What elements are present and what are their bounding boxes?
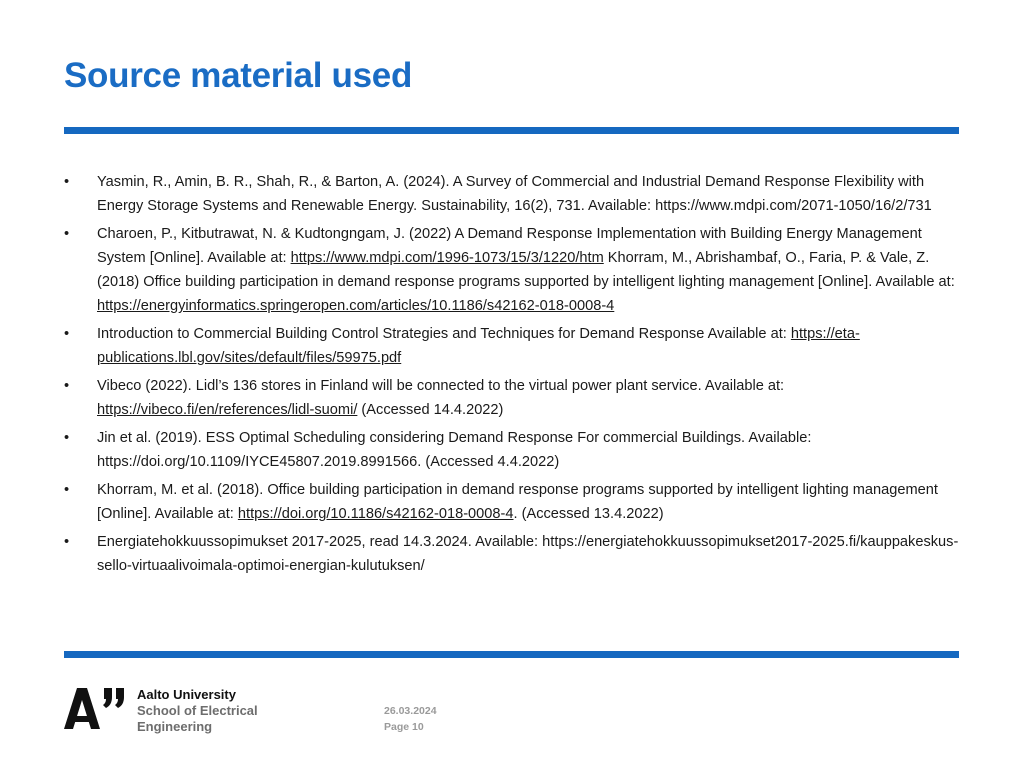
bullet-icon: • xyxy=(64,326,70,342)
reference-text: Energiatehokkuussopimukset 2017-2025, read 14.3.2024. Available: https://energiatehokkuussopimukset2017-2025.fi/kauppakeskus-sello-virtuaalivoimala-optimoi-energian-kulutuksen/ xyxy=(97,534,959,574)
reference-link[interactable]: https://vibeco.fi/en/references/lidl-suomi/ xyxy=(97,402,358,418)
slide-date: 26.03.2024 xyxy=(384,705,437,717)
reference-item xyxy=(64,426,959,474)
reference-text: Vibeco (2022). Lidl’s 136 stores in Finland will be connected to the virtual power plant service. Available at: xyxy=(97,378,785,394)
reference-text: Khorram, M., Abrishambaf, O., Faria, P. & Vale, Z. (2018) Office building participation in demand response programs supported by intelligent lighting management [Online]. Available at: xyxy=(97,250,955,290)
logo-school: School of Electrical xyxy=(137,703,258,718)
reference-text: . (Accessed 13.4.2022) xyxy=(513,506,664,522)
reference-text: Charoen, P., Kitbutrawat, N. & Kudtongngam, J. (2022) A Demand Response Implementation with Building Energy Management System [Online]. Available at: xyxy=(97,226,922,266)
bullet-icon: • xyxy=(64,430,70,446)
reference-link[interactable]: https://energyinformatics.springeropen.com/articles/10.1186/s42162-018-0008-4 xyxy=(97,298,615,314)
reference-item xyxy=(64,222,959,318)
header-divider xyxy=(64,127,959,134)
reference-link[interactable]: https://www.mdpi.com/1996-1073/15/3/1220/htm xyxy=(290,250,604,266)
slide-meta xyxy=(384,703,437,735)
reference-link[interactable]: https://doi.org/10.1186/s42162-018-0008-4 xyxy=(237,506,514,522)
reference-item xyxy=(64,374,959,422)
aalto-logo-icon xyxy=(64,688,128,730)
reference-text: Introduction to Commercial Building Control Strategies and Techniques for Demand Response Available at: xyxy=(97,326,791,342)
reference-text: Yasmin, R., Amin, B. R., Shah, R., & Barton, A. (2024). A Survey of Commercial and Industrial Demand Response Flexibility with Energy Storage Systems and Renewable Energy. Sustainability, 16(2), 731. Available: https://www.mdpi.com/2071-1050/16/2/731 xyxy=(97,174,932,214)
page-title: Source material used xyxy=(64,56,413,95)
reference-item xyxy=(64,170,959,218)
bullet-icon: • xyxy=(64,174,70,190)
footer-divider xyxy=(64,651,959,658)
reference-text: Jin et al. (2019). ESS Optimal Scheduling considering Demand Response For commercial Buildings. Available: https://doi.org/10.1109/IYCE45807.2019.8991566. (Accessed 4.4.2022) xyxy=(97,430,812,470)
bullet-icon: • xyxy=(64,482,70,498)
reference-text: Khorram, M. et al. (2018). Office building participation in demand response programs supported by intelligent lighting management [Online]. Available at: xyxy=(97,482,938,522)
reference-item xyxy=(64,478,959,526)
logo-university: Aalto University xyxy=(137,687,236,702)
bullet-icon: • xyxy=(64,378,70,394)
institution-name xyxy=(137,687,258,735)
bullet-icon: • xyxy=(64,534,70,550)
reference-list xyxy=(64,170,959,582)
bullet-icon: • xyxy=(64,226,70,242)
reference-item xyxy=(64,530,959,578)
reference-text: (Accessed 14.4.2022) xyxy=(357,402,504,418)
reference-link[interactable]: https://eta-publications.lbl.gov/sites/default/files/59975.pdf xyxy=(97,326,860,366)
page-number: Page 10 xyxy=(384,721,424,733)
reference-item xyxy=(64,322,959,370)
logo-department: Engineering xyxy=(137,719,213,734)
